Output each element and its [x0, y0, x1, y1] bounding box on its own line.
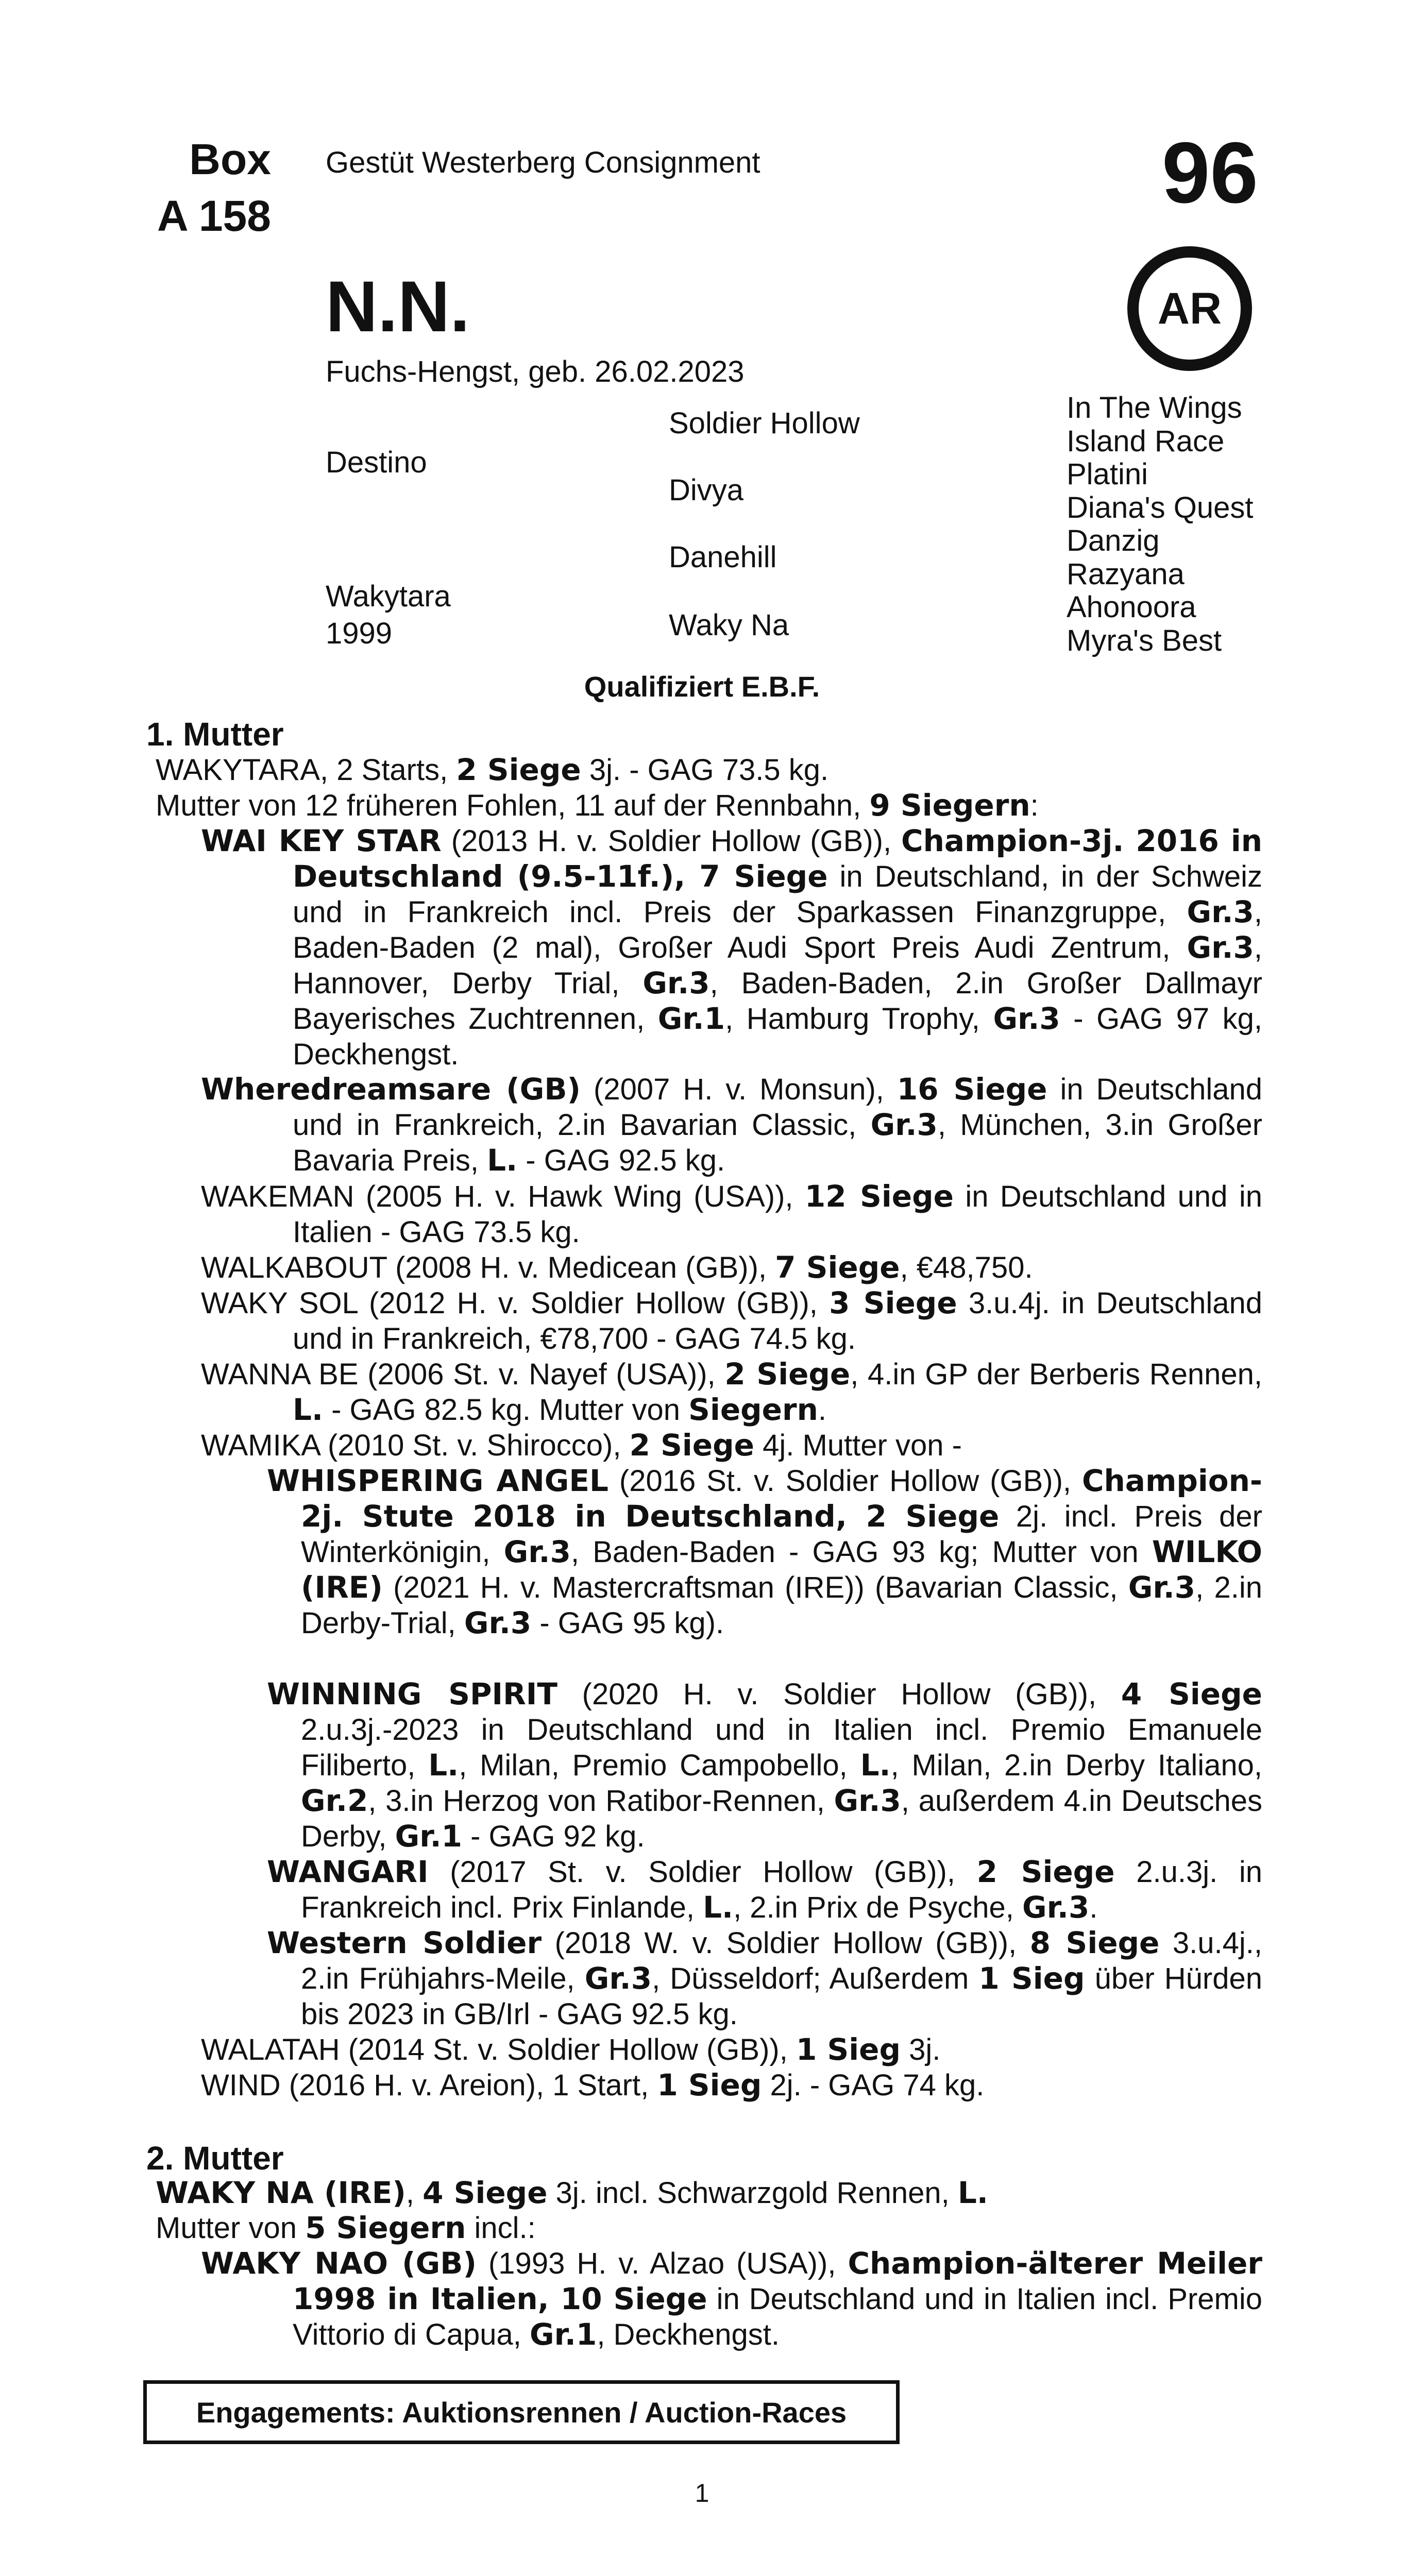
ggp-4: Diana's Quest	[1067, 490, 1254, 524]
pedigree-dam-year: 1999	[326, 617, 393, 650]
progeny-wakeman: WAKEMAN (2005 H. v. Hawk Wing (USA)), 12 Siege in Deutschland und in Italien - GAG 73.5 kg.	[201, 1179, 1262, 1249]
pedigree-dam-dam: Waky Na	[669, 608, 789, 642]
ggp-6: Razyana	[1067, 557, 1185, 591]
progeny-wind: WIND (2016 H. v. Areion), 1 Start, 1 Sieg 2j. - GAG 74 kg.	[201, 2067, 985, 2103]
ggp-3: Platini	[1067, 457, 1148, 491]
progeny-waky-sol: WAKY SOL (2012 H. v. Soldier Hollow (GB)), 3 Siege 3.u.4j. in Deutschland und in Frankreich, €78,700 - GAG 74.5 kg.	[201, 1285, 1262, 1355]
engagements-label: Engagements: Auktionsrennen / Auction-Races	[196, 2396, 847, 2429]
first-dam-summary: WAKYTARA, 2 Starts, 2 Siege 3j. - GAG 73.5 kg.	[156, 752, 829, 787]
page-number: 1	[695, 2479, 709, 2507]
progeny-winning-spirit: WINNING SPIRIT (2020 H. v. Soldier Hollow (GB)), 4 Siege 2.u.3j.-2023 in Deutschland und in Italien incl. Premio Emanuele Filiberto, L., Milan, Premio Campobello, L., Milan, 2.in Derby Italiano, Gr.2, 3.in Herzog von Ratibor-Rennen, Gr.3, außerdem 4.in Deutsches Derby, Gr.1 - GAG 92 kg.	[267, 1676, 1262, 1854]
second-dam-progeny-summary: Mutter von 5 Siegern incl.:	[156, 2210, 536, 2245]
ar-badge	[1127, 246, 1252, 371]
pedigree-sire: Destino	[326, 446, 427, 479]
progeny-wangari: WANGARI (2017 St. v. Soldier Hollow (GB)), 2 Siege 2.u.3j. in Frankreich incl. Prix Finlande, L., 2.in Prix de Psyche, Gr.3.	[267, 1854, 1262, 1925]
qualification: Qualifiziert E.B.F.	[584, 670, 820, 703]
first-dam-progeny-summary: Mutter von 12 früheren Fohlen, 11 auf der Rennbahn, 9 Siegern:	[156, 788, 1039, 823]
ar-badge-label: AR	[1157, 283, 1222, 333]
horse-description: Fuchs-Hengst, geb. 26.02.2023	[326, 355, 745, 388]
progeny-wheredreamsare: Wheredreamsare (GB) (2007 H. v. Monsun), 16 Siege in Deutschland und in Frankreich, 2.in Bavarian Classic, Gr.3, München, 3.in Großer Bavaria Preis, L. - GAG 92.5 kg.	[201, 1072, 1263, 1178]
consignor: Gestüt Westerberg Consignment	[326, 146, 760, 179]
ggp-5: Danzig	[1067, 524, 1160, 557]
ggp-8: Myra's Best	[1067, 623, 1222, 657]
pedigree-great-grandparents	[1067, 392, 1253, 657]
progeny-wanna-be: WANNA BE (2006 St. v. Nayef (USA)), 2 Siege, 4.in GP der Berberis Rennen, L. - GAG 82.5 kg. Mutter von Siegern.	[201, 1357, 1262, 1427]
progeny-wamika: WAMIKA (2010 St. v. Shirocco), 2 Siege 4j. Mutter von -	[201, 1428, 962, 1463]
ggp-7: Ahonoora	[1067, 590, 1196, 624]
first-dam-heading: 1. Mutter	[146, 716, 284, 753]
horse-name: N.N.	[326, 266, 470, 347]
progeny-walatah: WALATAH (2014 St. v. Soldier Hollow (GB)), 1 Sieg 3j.	[201, 2032, 941, 2067]
second-dam-summary: WAKY NA (IRE), 4 Siege 3j. incl. Schwarzgold Rennen, L.	[156, 2175, 988, 2210]
progeny-wai-key-star: WAI KEY STAR (2013 H. v. Soldier Hollow (GB)), Champion-3j. 2016 in Deutschland (9.5-11f.), 7 Siege in Deutschland, in der Schweiz und in Frankreich incl. Preis der Sparkassen Finanzgruppe, Gr.3, Baden-Baden (2 mal), Großer Audi Sport Preis Audi Zentrum, Gr.3, Hannover, Derby Trial, Gr.3, Baden-Baden, 2.in Großer Dallmayr Bayerisches Zuchtrennen, Gr.1, Hamburg Trophy, Gr.3 - GAG 97 kg, Deckhengst.	[201, 823, 1262, 1071]
second-dam-heading: 2. Mutter	[146, 2140, 284, 2177]
pedigree-sire-dam: Divya	[669, 473, 744, 507]
box-number: A 158	[157, 192, 271, 240]
progeny-walkabout: WALKABOUT (2008 H. v. Medicean (GB)), 7 Siege, €48,750.	[201, 1250, 1033, 1285]
pedigree-sire-sire: Soldier Hollow	[669, 406, 860, 440]
ggp-2: Island Race	[1067, 424, 1225, 458]
engagements-box	[143, 2380, 900, 2444]
progeny-whispering-angel: WHISPERING ANGEL (2016 St. v. Soldier Hollow (GB)), Champion-2j. Stute 2018 in Deutschland, 2 Siege 2j. incl. Preis der Winterkönigin, Gr.3, Baden-Baden - GAG 93 kg; Mutter von WILKO (IRE) (2021 H. v. Mastercraftsman (IRE)) (Bavarian Classic, Gr.3, 2.in Derby-Trial, Gr.3 - GAG 95 kg).	[267, 1463, 1262, 1640]
lot-number: 96	[1162, 124, 1258, 221]
pedigree-dam: Wakytara	[326, 580, 451, 613]
pedigree-dam-sire: Danehill	[669, 540, 777, 574]
progeny-western-soldier: Western Soldier (2018 W. v. Soldier Hollow (GB)), 8 Siege 3.u.4j., 2.in Frühjahrs-Meile, Gr.3, Düsseldorf; Außerdem 1 Sieg über Hürden bis 2023 in GB/Irl - GAG 92.5 kg.	[267, 1925, 1262, 2031]
progeny-waky-nao: WAKY NAO (GB) (1993 H. v. Alzao (USA)), Champion-älterer Meiler 1998 in Italien, 10 Siege in Deutschland und in Italien incl. Premio Vittorio di Capua, Gr.1, Deckhengst.	[201, 2246, 1262, 2352]
box-label: Box	[189, 135, 271, 183]
ggp-1: In The Wings	[1067, 391, 1242, 425]
